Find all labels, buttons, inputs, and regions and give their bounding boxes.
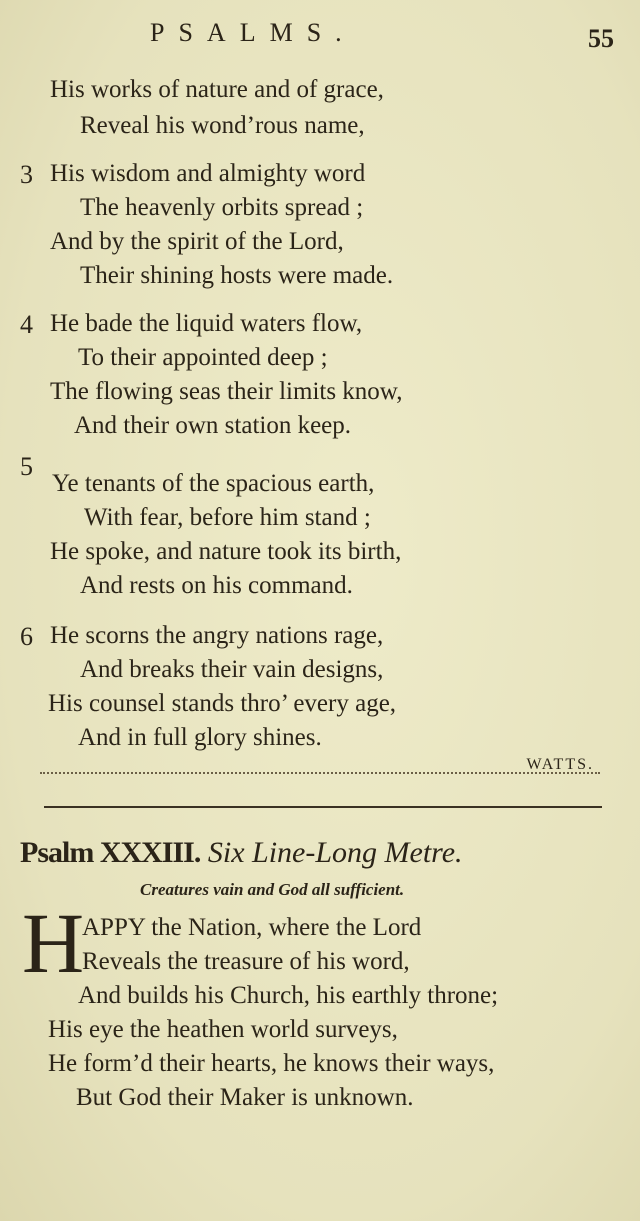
verse-line: Reveals the treasure of his word, — [82, 948, 410, 975]
verse-line: And in full glory shines. — [78, 724, 322, 751]
stanza-number: 4 — [20, 310, 33, 339]
verse-line: And their own station keep. — [74, 412, 352, 439]
stanza-number: 3 — [20, 160, 33, 189]
psalm-name: Psalm XXXIII. — [20, 836, 201, 869]
verse-line: To their appointed deep ; — [78, 344, 328, 371]
verse-line: Ye tenants of the spacious earth, — [52, 470, 375, 497]
verse-line: And builds his Church, his earthly throne; — [78, 982, 499, 1009]
stanza-number: 6 — [20, 622, 33, 651]
verse-line: But God their Maker is unknown. — [76, 1084, 414, 1111]
running-head: PSALMS. — [150, 18, 356, 47]
page-number: 55 — [588, 24, 614, 53]
verse-line: Their shining hosts were made. — [80, 262, 394, 289]
verse-line: APPY the Nation, where the Lord — [82, 914, 422, 941]
verse-line: His counsel stands thro’ every age, — [48, 690, 397, 717]
psalm-subtitle: Creatures vain and God all sufficient. — [140, 880, 405, 899]
verse-line: And breaks their vain designs, — [80, 656, 384, 683]
verse-line: And by the spirit of the Lord, — [50, 228, 344, 255]
verse-line: The heavenly orbits spread ; — [80, 194, 364, 221]
verse-line: He scorns the angry nations rage, — [50, 622, 384, 649]
verse-line: His eye the heathen world surveys, — [48, 1016, 398, 1043]
verse-line: The flowing seas their limits know, — [50, 378, 403, 405]
drop-cap: H — [22, 895, 85, 991]
solid-divider — [44, 806, 602, 808]
psalm-heading — [20, 836, 463, 870]
verse-line: Reveal his wond’rous name, — [80, 112, 365, 139]
psalm-metre: Six Line-Long Metre. — [207, 836, 463, 869]
verse-line: He form’d their hearts, he knows their ways, — [48, 1050, 495, 1077]
verse-line: He spoke, and nature took its birth, — [50, 538, 402, 565]
verse-line: And rests on his command. — [80, 572, 353, 599]
verse-line: His works of nature and of grace, — [50, 76, 384, 103]
verse-line: His wisdom and almighty word — [50, 160, 366, 187]
attribution: WATTS. — [526, 756, 594, 773]
dotted-divider — [40, 772, 600, 774]
verse-line: He bade the liquid waters flow, — [50, 310, 363, 337]
verse-line: With fear, before him stand ; — [84, 504, 371, 531]
stanza-number: 5 — [20, 452, 33, 481]
